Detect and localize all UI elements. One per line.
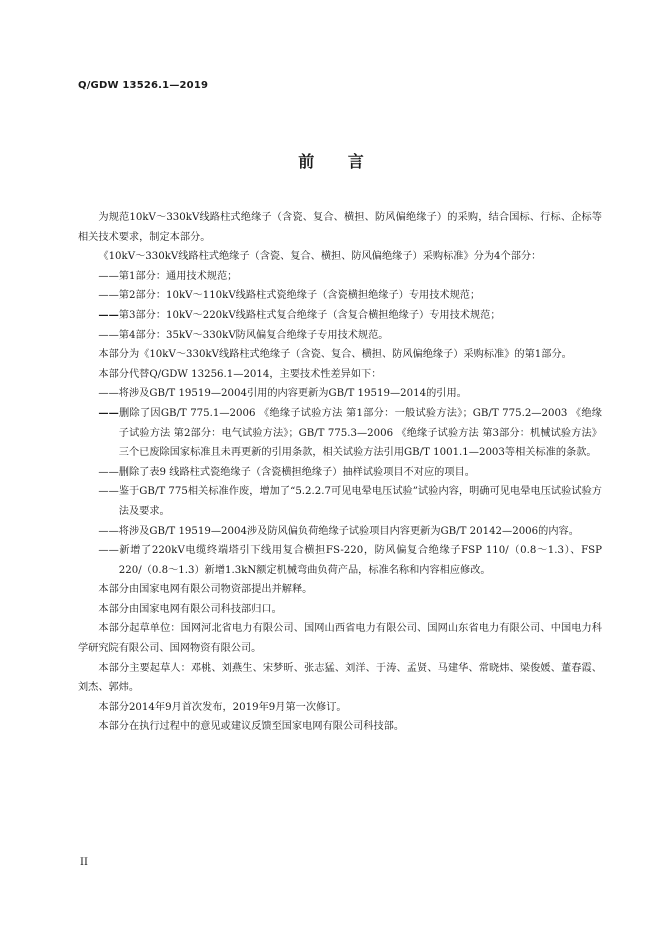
proposer-statement: 本部分由国家电网有限公司物资部提出并解释。 bbox=[98, 584, 313, 596]
page-title: 前 言 bbox=[298, 152, 378, 171]
standard-code: Q/GDW 13526.1—2019 bbox=[78, 80, 209, 91]
change-list-item bbox=[78, 463, 602, 483]
dash-mark: —— bbox=[98, 290, 119, 302]
part-list-item bbox=[78, 326, 602, 346]
foreword-body bbox=[78, 208, 602, 737]
dash-mark: —— bbox=[98, 388, 119, 400]
part-list-item bbox=[78, 286, 602, 306]
change-list-item bbox=[78, 482, 602, 521]
dash-mark: —— bbox=[98, 545, 119, 557]
page-number: II bbox=[80, 857, 88, 868]
part-statement: 本部分为《10kV～330kV线路柱式绝缘子（含瓷、复合、横担、防风偏绝缘子）采购标准》的第1部分。 bbox=[98, 349, 572, 361]
replace-statement: 本部分代替Q/GDW 13256.1—2014，主要技术性差异如下： bbox=[98, 368, 382, 380]
part-list-text: 第3部分：10kV～220kV线路柱式复合绝缘子（含复合横担绝缘子）专用技术规范； bbox=[118, 309, 501, 321]
dash-mark: —— bbox=[98, 466, 119, 478]
administrator-statement: 本部分由国家电网有限公司科技部归口。 bbox=[98, 603, 282, 615]
change-list-text: 删除了表9 线路柱式瓷绝缘子（含瓷横担绝缘子）抽样试验项目不对应的项目。 bbox=[118, 466, 475, 478]
intro-paragraph-purpose: 为规范10kV～330kV线路柱式绝缘子（含瓷、复合、横担、防风偏绝缘子）的采购，结合国标、行标、企标等相关技术要求，制定本部分。 bbox=[78, 212, 602, 243]
part-list-text: 第1部分：通用技术规范； bbox=[118, 270, 238, 282]
change-list-text: 删除了因GB/T 775.1—2006 《绝缘子试验方法 第1部分：一般试验方法》；GB/T 775.2—2003 《绝缘子试验方法 第2部分：电气试验方法》；GB/T 775.3—2006 《绝缘子试验方法 第3部分：机械试验方法》三个已废除国家标准且未再更新的引用条款，相关试验方法引用GB/T 1001.1—2003等相关标准的条款。 bbox=[118, 407, 602, 459]
change-list-item bbox=[78, 522, 602, 542]
dash-mark: —— bbox=[98, 486, 119, 498]
drafters: 本部分主要起草人：邓桃、刘燕生、宋梦昕、张志猛、刘洋、于涛、孟贤、马建华、常晓炜、梁俊媛、董春霞、刘杰、郭炜。 bbox=[78, 662, 602, 694]
part-list-item bbox=[78, 306, 602, 326]
change-list-text: 新增了220kV电缆终端塔引下线用复合横担FS-220，防风偏复合绝缘子FSP 110/（0.8～1.3）、FSP 220/（0.8～1.3）新增1.3kN额定机械弯曲负荷产品，标准名称和内容相应修改。 bbox=[118, 545, 602, 576]
drafting-units: 本部分起草单位：国网河北省电力有限公司、国网山西省电力有限公司、国网山东省电力有限公司、中国电力科学研究院有限公司、国网物资有限公司。 bbox=[78, 623, 602, 655]
dash-mark: —— bbox=[98, 525, 119, 537]
dash-mark: —— bbox=[98, 406, 119, 419]
release-history: 本部分2014年9月首次发布，2019年9月第一次修订。 bbox=[98, 701, 347, 713]
change-list-text: 将涉及GB/T 19519—2004引用的内容更新为GB/T 19519—2014的引用。 bbox=[118, 388, 467, 400]
dash-mark: —— bbox=[98, 308, 119, 321]
change-list-text: 鉴于GB/T 775相关标准作废，增加了“5.2.2.7可见电晕电压试验”试验内容，明确可见电晕电压试验试验方法及要求。 bbox=[118, 486, 602, 517]
part-list-text: 第2部分：10kV～110kV线路柱式瓷绝缘子（含瓷横担绝缘子）专用技术规范； bbox=[118, 290, 481, 302]
part-list-item bbox=[78, 267, 602, 287]
dash-mark: —— bbox=[98, 270, 119, 282]
dash-mark: —— bbox=[98, 329, 119, 341]
part-list-text: 第4部分：35kV～330kV防风偏复合绝缘子专用技术规范。 bbox=[118, 329, 389, 341]
intro-paragraph-structure: 《10kV～330kV线路柱式绝缘子（含瓷、复合、横担、防风偏绝缘子）采购标准》分为4个部分： bbox=[98, 251, 542, 263]
change-list-item bbox=[78, 404, 602, 463]
change-list-text: 将涉及GB/T 19519—2004涉及防风偏负荷绝缘子试验项目内容更新为GB/T 20142—2006的内容。 bbox=[118, 525, 579, 537]
feedback-statement: 本部分在执行过程中的意见或建议反馈至国家电网有限公司科技部。 bbox=[98, 721, 405, 733]
change-list-item bbox=[78, 541, 602, 580]
change-list-item bbox=[78, 384, 602, 404]
